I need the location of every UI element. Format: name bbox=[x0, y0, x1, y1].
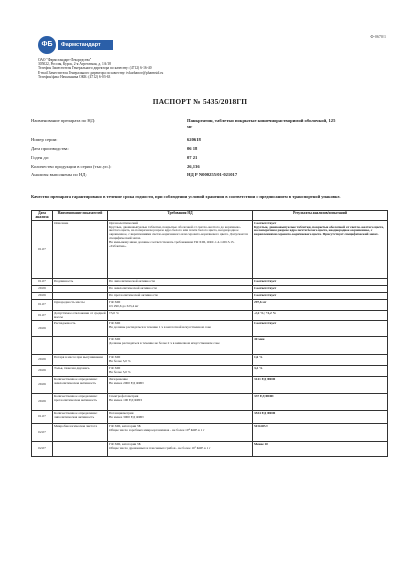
cell-result: 3534 ЕД ФИП bbox=[253, 411, 388, 424]
cell-indicator bbox=[53, 442, 108, 457]
cell-requirement: ±5,0 % bbox=[108, 311, 253, 321]
analysis-table bbox=[31, 210, 388, 457]
cell-date: 01.07 bbox=[32, 300, 53, 311]
table-row bbox=[32, 221, 388, 279]
cell-requirement: Ли/кражение Не менее 2000 ЕД ФИП bbox=[108, 377, 253, 394]
cell-date: 01.07 bbox=[32, 411, 53, 424]
cell-indicator bbox=[53, 293, 108, 300]
cell-date: 29.06 bbox=[32, 321, 53, 337]
cell-indicator: Описание bbox=[53, 221, 108, 279]
cell-indicator: Потеря в массе при высушивании bbox=[53, 355, 108, 366]
table-row bbox=[32, 394, 388, 411]
cell-indicator bbox=[53, 286, 108, 293]
table-row bbox=[32, 337, 388, 355]
cell-result: 1,6 % bbox=[253, 355, 388, 366]
table-row bbox=[32, 300, 388, 311]
cell-indicator: Количественное определение: протеолитическая активность bbox=[53, 394, 108, 411]
address-line: E-mail Заместителя Генерального директора по качеству: tvkurbanov@pharmstd.ru bbox=[38, 70, 164, 75]
cell-requirement: Потенциометрия Не менее 3000 ЕД ФИП bbox=[108, 411, 253, 424]
cell-indicator: Тальк, тяжелая двуокись bbox=[53, 366, 108, 377]
cell-result: 3,2 % bbox=[253, 366, 388, 377]
cell-date: 01.07 bbox=[32, 221, 53, 279]
table-row bbox=[32, 411, 388, 424]
cell-result: Менее 10 bbox=[253, 442, 388, 457]
company-address bbox=[38, 58, 238, 79]
cell-result: Соответствует bbox=[253, 321, 388, 337]
cell-date: 29.06 bbox=[32, 293, 53, 300]
cell-result: 3141 ЕД ФИП bbox=[253, 377, 388, 394]
info-value: 07 21 bbox=[187, 155, 198, 160]
cell-indicator: Допустимое отклонение от средней массы bbox=[54, 310, 106, 319]
cell-date: 29.06 bbox=[32, 286, 53, 293]
info-value: 06 18 bbox=[187, 146, 198, 151]
info-label: Наименование препарата по НД: bbox=[31, 118, 96, 123]
cell-requirement: По липолитической активности bbox=[108, 279, 253, 286]
cell-date bbox=[32, 337, 53, 355]
cell-requirement: ГФ XIII Должны распадаться в течение не более 2 ч в кишечном искусственном соке bbox=[108, 337, 253, 355]
cell-requirement: ГФ XIII, категория 3Б Общее число дрожжевых и плесневых грибов - не более 10² КОЕ в 1 г bbox=[108, 442, 253, 457]
table-row bbox=[32, 366, 388, 377]
info-label: Количество продукции в серии (тыс.уп.): bbox=[31, 164, 112, 169]
table-row bbox=[32, 293, 388, 300]
info-label: Дата производства: bbox=[31, 146, 69, 151]
cell-indicator: Подлинность bbox=[53, 279, 108, 286]
cell-date: 29.06 bbox=[32, 377, 53, 394]
cell-indicator: Количественное определение: липолитическая активность bbox=[53, 411, 108, 424]
cell-date: 02.07 bbox=[32, 424, 53, 442]
cell-result: 337 ЕД ФИП bbox=[253, 394, 388, 411]
info-label: Номер серии: bbox=[31, 137, 58, 142]
cell-date: 01.07 bbox=[32, 279, 53, 286]
passport-title: ПАСПОРТ № 5435/2018ГП bbox=[152, 97, 248, 106]
address-line: 305022, Россия, Курск, 2-я Агрегатная, д. 1А/18 bbox=[38, 62, 111, 67]
info-value: Панкреатин, таблетки покрытые кишечнорастворимой оболочкой, 125 мг bbox=[187, 118, 336, 129]
quality-guarantee-note: Качество препарата гарантировано в течение срока годности, при соблюдении условий хранения в соответствии с предписанием в транспортной упаковке. bbox=[31, 194, 341, 199]
cell-date: 29.06 bbox=[32, 355, 53, 366]
table-row bbox=[32, 377, 388, 394]
cell-date: 29.06 bbox=[32, 394, 53, 411]
table-row bbox=[32, 279, 388, 286]
column-header-indicator: Наименование показателей bbox=[53, 211, 108, 221]
cell-result: 40 мин bbox=[253, 337, 388, 355]
table-row bbox=[32, 355, 388, 366]
info-label: Анализы выполнены по НД: bbox=[31, 172, 87, 177]
company-logo-icon: ФБ bbox=[38, 36, 56, 54]
info-value: 620618 bbox=[187, 137, 201, 142]
cell-result: Соответствует bbox=[253, 293, 388, 300]
cell-requirement: ГФ XIII, категория 3Б Общее число аэробных микроорганизмов - не более 10⁴ КОЕ в 1 г bbox=[108, 424, 253, 442]
info-value: НД Р N000255/01-021017 bbox=[187, 172, 238, 177]
cell-result: 50 КОЕ/г bbox=[253, 424, 388, 442]
table-row bbox=[32, 442, 388, 457]
table-header-row bbox=[32, 211, 388, 221]
cell-requirement: ГФ XIII От 290,6 до 323,4 мг bbox=[108, 300, 253, 311]
cell-indicator: Микробиологическая чистота bbox=[53, 424, 108, 442]
table-row bbox=[32, 286, 388, 293]
company-logo-name: Фармстандарт bbox=[58, 40, 113, 50]
cell-indicator: Количественное определение: амилолитическая активность bbox=[53, 377, 108, 394]
cell-requirement: ГФ XIII Не должны распадаться в течение 1 ч в кислотной искусственном соке bbox=[108, 321, 253, 337]
address-line: Телефон/факс Начальника ОКК: (4712) 6-03-63 bbox=[38, 74, 111, 79]
cell-requirement: Спектрофотометрия Не менее 100 ЕД ФИП bbox=[108, 394, 253, 411]
info-value: 26,136 bbox=[187, 164, 200, 169]
cell-result: -2,2 %; +2,2 % bbox=[253, 311, 388, 321]
table-row bbox=[32, 311, 388, 321]
table-row bbox=[32, 424, 388, 442]
cell-indicator: Однородность массы bbox=[53, 300, 108, 311]
cell-result: 297,6 мг bbox=[253, 300, 388, 311]
cell-requirement: ГФ XIII Не более 5,0 % bbox=[108, 366, 253, 377]
address-line: Телефон Заместителя Генерального директора по качеству: (4712) 6-16-40 bbox=[38, 66, 152, 71]
cell-requirement: Органолептический Круглые, двояковыпуклые таблетки, покрытые оболочкой от светло-желтого до коричнево-желтого цвета, на поперечном разрезе ядро белого или почти белого цвета, неоднородное окрашенное, с вкраплениями светло-коричневого или серовато-коричневого цвета. Допускается специфический запах. Не меньшему ниже должны соответствовать требованиям ГФ XIII, ОФС.1.4.1.0015.15. «Таблетки». bbox=[108, 221, 253, 279]
column-header-date: Дата анализа bbox=[32, 211, 53, 221]
cell-date: 02.07 bbox=[32, 442, 53, 457]
document-number: Ф-0670/1 bbox=[370, 34, 386, 39]
cell-requirement: По протеолитической активности bbox=[108, 293, 253, 300]
cell-indicator bbox=[53, 337, 108, 355]
cell-result: Соответствует Круглые, двояковыпуклые таблетки, покрытые оболочкой от светло-желтого цвета, на поперечном разрезе ядро почти белого цвета, неоднородное окрашенное, с вкраплениями серовато-коричневого цвета. Присутствует специфический запах. bbox=[253, 221, 388, 279]
address-line: ОАО "Фармстандарт-Лексредства" bbox=[38, 58, 92, 62]
cell-requirement: ГФ XIII Не более 5,0 % bbox=[108, 355, 253, 366]
cell-result: Соответствует bbox=[253, 279, 388, 286]
cell-date: 29.06 bbox=[32, 366, 53, 377]
cell-result: Соответствует bbox=[253, 286, 388, 293]
info-label: Годен до: bbox=[31, 155, 50, 160]
table-body bbox=[32, 221, 388, 457]
cell-indicator: Распадаемость bbox=[53, 321, 108, 337]
cell-date: 01.07 bbox=[32, 311, 53, 321]
table-row bbox=[32, 321, 388, 337]
cell-requirement: По амилолитической активности bbox=[108, 286, 253, 293]
column-header-requirements: Требования НД bbox=[108, 211, 253, 221]
column-header-results: Результаты анализов/испытаний bbox=[253, 211, 388, 221]
